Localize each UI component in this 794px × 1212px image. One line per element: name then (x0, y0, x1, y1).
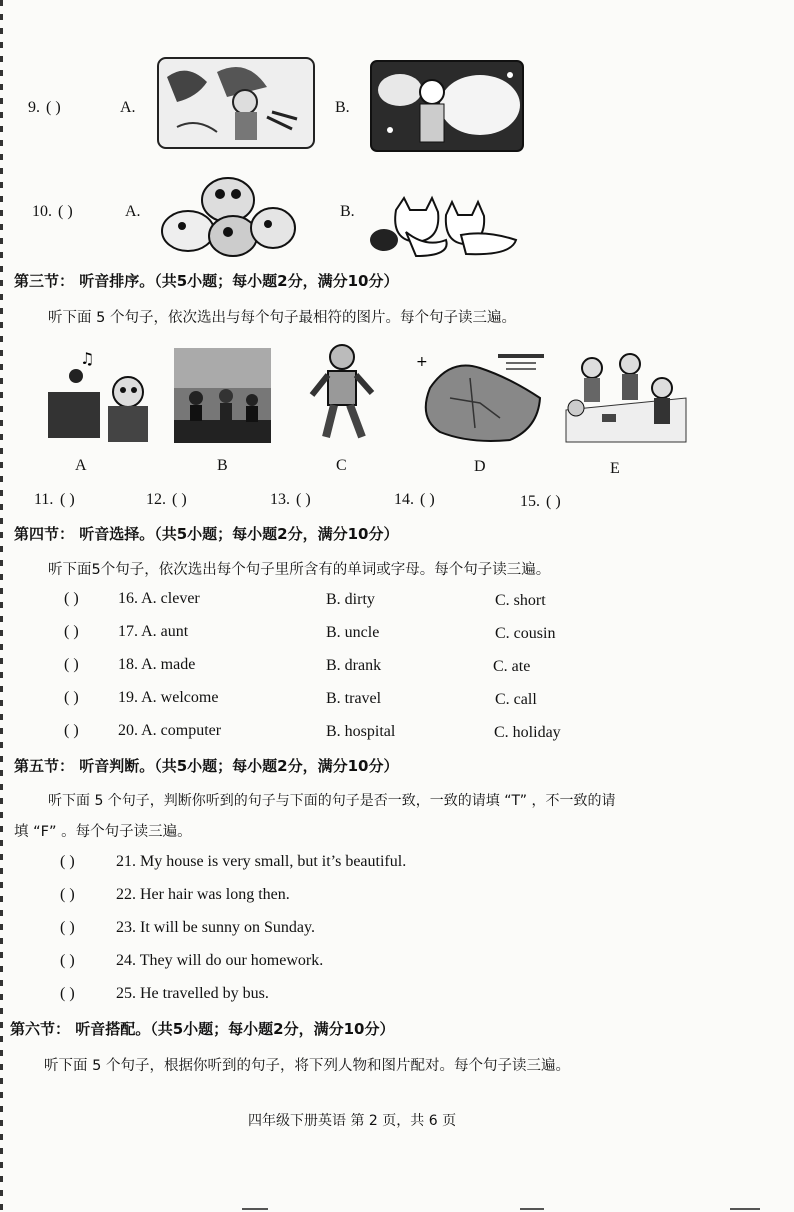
q22-blank[interactable]: ( ) (60, 886, 75, 903)
q16-option-c: C. short (495, 592, 546, 609)
q11-number: 11. (34, 491, 54, 508)
q12-blank[interactable]: ( ) (172, 491, 187, 508)
svg-text:♫: ♫ (80, 349, 95, 368)
svg-text:+: + (416, 354, 428, 370)
q17-blank[interactable]: ( ) (64, 623, 79, 640)
q10-option-b: B. (340, 203, 355, 220)
q16-option-b: B. dirty (326, 591, 375, 608)
picture-label-d: D (474, 458, 486, 475)
q9-number: 9. (28, 99, 40, 116)
section4-instruction: 听下面5个句子，依次选出每个句子里所含有的单词或字母。每个句子读三遍。 (48, 562, 551, 578)
q19-option-b: B. travel (326, 690, 382, 707)
person-umbrella-rain-picture (157, 57, 315, 149)
q17-option-c: C. cousin (495, 625, 556, 642)
section6-instruction: 听下面 5 个句子，根据你听到的句子，将下列人物和图片配对。每个句子读三遍。 (44, 1058, 570, 1074)
q9-option-b: B. (335, 99, 350, 116)
q20-blank[interactable]: ( ) (64, 722, 79, 739)
q13-blank[interactable]: ( ) (296, 491, 311, 508)
picture-label-c: C (336, 457, 347, 474)
q16-option-a: 16. A. clever (118, 590, 200, 607)
section5-instruction-line2: 填 “F” 。每个句子读三遍。 (14, 824, 192, 840)
bottom-scan-mark (242, 1208, 268, 1210)
map-picture (410, 348, 548, 446)
q22-sentence: 22. Her hair was long then. (116, 886, 290, 903)
people-outdoor-picture (174, 348, 271, 443)
q17-option-b: B. uncle (326, 624, 380, 641)
q17-option-a: 17. A. aunt (118, 623, 189, 640)
q18-blank[interactable]: ( ) (64, 656, 79, 673)
q25-sentence: 25. He travelled by bus. (116, 985, 269, 1002)
section5-instruction-line1: 听下面 5 个句子，判断你听到的句子与下面的句子是否一致，一致的请填 “T” ，不一致的请 (48, 793, 616, 809)
q12-number: 12. (146, 491, 166, 508)
section3-heading: 第三节： 听音排序。（共5小题；每小题2分，满分10分） (14, 272, 399, 290)
q14-blank[interactable]: ( ) (420, 491, 435, 508)
q23-sentence: 23. It will be sunny on Sunday. (116, 919, 315, 936)
picture-label-e: E (610, 460, 620, 477)
q19-blank[interactable]: ( ) (64, 689, 79, 706)
q18-option-b: B. drank (326, 657, 382, 674)
bottom-scan-mark (730, 1208, 760, 1210)
q15-blank[interactable]: ( ) (546, 493, 561, 510)
q24-blank[interactable]: ( ) (60, 952, 75, 969)
q18-option-c: C. ate (493, 658, 531, 675)
cats-picture (366, 190, 524, 260)
q21-blank[interactable]: ( ) (60, 853, 75, 870)
q9-option-a: A. (120, 99, 136, 116)
q9-blank[interactable]: ( ) (46, 99, 61, 116)
q19-option-a: 19. A. welcome (118, 689, 219, 706)
binding-edge-marks (0, 0, 3, 1212)
section5-heading: 第五节： 听音判断。（共5小题；每小题2分，满分10分） (14, 757, 399, 775)
q10-option-a: A. (125, 203, 141, 220)
q10-number: 10. (32, 203, 52, 220)
q20-option-b: B. hospital (326, 723, 396, 740)
section4-heading: 第四节： 听音选择。（共5小题；每小题2分，满分10分） (14, 525, 399, 543)
q18-option-a: 18. A. made (118, 656, 196, 673)
section6-heading: 第六节： 听音搭配。（共5小题；每小题2分，满分10分） (10, 1020, 395, 1038)
q25-blank[interactable]: ( ) (60, 985, 75, 1002)
q13-number: 13. (270, 491, 290, 508)
q15-number: 15. (520, 493, 540, 510)
section3-instruction: 听下面 5 个句子，依次选出与每个句子最相符的图片。每个句子读三遍。 (48, 310, 516, 326)
pile-of-round-toys-picture (158, 176, 298, 260)
q20-option-c: C. holiday (494, 724, 561, 741)
picture-label-a: A (75, 457, 87, 474)
q24-sentence: 24. They will do our homework. (116, 952, 324, 969)
person-in-snow-picture (370, 60, 524, 152)
q14-number: 14. (394, 491, 414, 508)
page-footer: 四年级下册英语 第 2 页，共 6 页 (248, 1113, 457, 1129)
q19-option-c: C. call (495, 691, 537, 708)
q10-blank[interactable]: ( ) (58, 203, 73, 220)
children-picnic-picture (562, 350, 690, 446)
picture-label-b: B (217, 457, 228, 474)
music-listening-picture (46, 348, 150, 444)
q23-blank[interactable]: ( ) (60, 919, 75, 936)
q21-sentence: 21. My house is very small, but it’s beautiful. (116, 853, 407, 870)
q16-blank[interactable]: ( ) (64, 590, 79, 607)
bottom-scan-mark (520, 1208, 544, 1210)
q20-option-a: 20. A. computer (118, 722, 222, 739)
q11-blank[interactable]: ( ) (60, 491, 75, 508)
robot-picture (306, 343, 378, 443)
